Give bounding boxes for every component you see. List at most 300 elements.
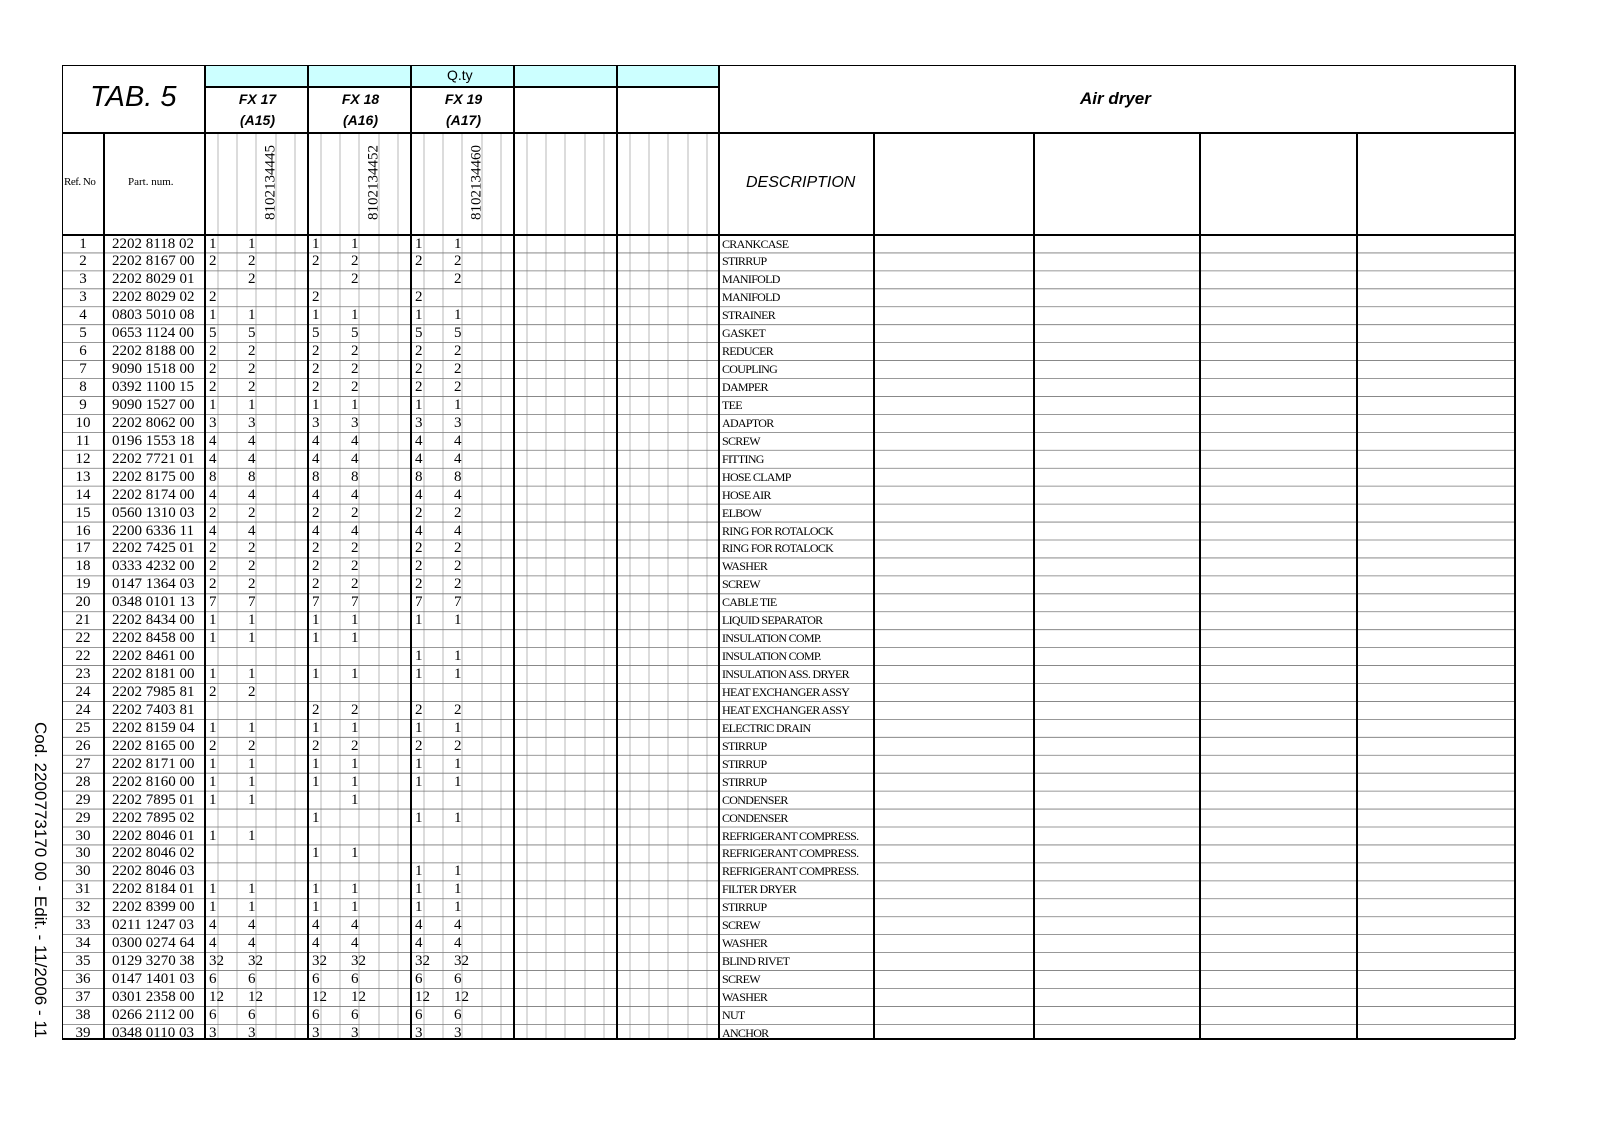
description-cell: WASHER — [722, 559, 768, 574]
ref-no-cell: 23 — [75, 666, 91, 683]
qty-cell: 32 — [415, 953, 430, 970]
qty-cell: 2 — [415, 737, 423, 754]
description-cell: INSULATION COMP. — [722, 631, 821, 646]
ref-no-cell: 36 — [75, 971, 91, 988]
qty-cell: 6 — [248, 1006, 256, 1023]
qty-cell: 4 — [351, 450, 359, 467]
qty-cell: 1 — [312, 307, 320, 324]
ref-no-cell: 12 — [75, 450, 91, 467]
qty-cell: 6 — [454, 971, 462, 988]
qty-cell: 6 — [351, 971, 359, 988]
qty-cell: 12 — [248, 988, 263, 1005]
model-fx17: FX 17 (A15) — [238, 91, 277, 128]
qty-cell: 1 — [312, 899, 320, 916]
part-number-cell: 2202 8461 00 — [112, 648, 195, 665]
qty-cell: 12 — [454, 988, 469, 1005]
qty-cell: 1 — [454, 899, 462, 916]
qty-cell: 4 — [248, 935, 256, 952]
qty-cell: 1 — [312, 773, 320, 790]
qty-cell: 1 — [209, 881, 217, 898]
ref-no-cell: 14 — [75, 486, 91, 503]
ref-no-cell: 7 — [79, 361, 87, 378]
qty-cell: 4 — [454, 486, 462, 503]
qty-cell: 1 — [351, 755, 359, 772]
qty-cell: 1 — [209, 612, 217, 629]
qty-cell: 6 — [351, 1006, 359, 1023]
qty-cell: 4 — [415, 522, 423, 539]
qty-cell: 6 — [415, 971, 423, 988]
qty-cell: 4 — [312, 935, 320, 952]
qty-cell: 2 — [312, 504, 320, 521]
qty-cell: 2 — [209, 576, 217, 593]
qty-cell: 1 — [248, 827, 256, 844]
qty-cell: 32 — [312, 953, 327, 970]
description-cell: SCREW — [722, 972, 760, 987]
qty-cell: 8 — [351, 468, 359, 485]
part-number-cell: 9090 1527 00 — [112, 396, 195, 413]
part-number-cell: 2202 8118 02 — [112, 235, 194, 252]
qty-cell: 8 — [209, 468, 217, 485]
qty-cell: 4 — [209, 935, 217, 952]
qty-cell: 2 — [351, 737, 359, 754]
description-cell: STIRRUP — [722, 900, 767, 915]
qty-cell: 2 — [248, 343, 256, 360]
part-number-cell: 2202 8171 00 — [112, 755, 195, 772]
qty-cell: 2 — [312, 289, 320, 306]
description-cell: HOSE AIR — [722, 487, 771, 502]
qty-cell: 2 — [248, 253, 256, 270]
ref-no-cell: 27 — [75, 755, 91, 772]
description-cell: RING FOR ROTALOCK — [722, 541, 834, 556]
qty-cell: 4 — [415, 486, 423, 503]
qty-cell: 2 — [209, 343, 217, 360]
qty-cell: 2 — [248, 576, 256, 593]
qty-cell: 1 — [415, 307, 423, 324]
description-cell: REDUCER — [722, 344, 774, 359]
description-cell: STIRRUP — [722, 756, 767, 771]
qty-cell: 1 — [454, 881, 462, 898]
qty-cell: 2 — [351, 558, 359, 575]
qty-cell: 6 — [312, 971, 320, 988]
qty-cell: 4 — [209, 450, 217, 467]
qty-cell: 1 — [454, 666, 462, 683]
description-cell: STIRRUP — [722, 254, 767, 269]
qty-cell: 1 — [454, 235, 462, 252]
qty-cell: 1 — [454, 809, 462, 826]
part-number-cell: 2202 8174 00 — [112, 486, 195, 503]
description-cell: BLIND RIVET — [722, 954, 790, 969]
qty-cell: 12 — [351, 988, 366, 1005]
qty-cell: 4 — [312, 450, 320, 467]
qty-cell: 3 — [209, 1024, 217, 1041]
qty-cell: 1 — [351, 396, 359, 413]
qty-cell: 4 — [312, 917, 320, 934]
description-cell: REFRIGERANT COMPRESS. — [722, 828, 859, 843]
qty-cell: 3 — [415, 414, 423, 431]
qty-cell: 3 — [312, 1024, 320, 1041]
qty-cell: 4 — [454, 917, 462, 934]
description-cell: WASHER — [722, 936, 768, 951]
ref-no-cell: 4 — [79, 307, 87, 324]
qty-cell: 2 — [248, 737, 256, 754]
ref-no-cell: 9 — [79, 396, 87, 413]
qty-cell: 2 — [415, 504, 423, 521]
ref-no-cell: 39 — [75, 1024, 91, 1041]
qty-cell: 7 — [312, 594, 320, 611]
part-number-cell: 2202 8046 01 — [112, 827, 195, 844]
parts-table — [62, 65, 1555, 1065]
qty-cell: 1 — [351, 666, 359, 683]
ref-no-cell: 21 — [75, 612, 91, 629]
qty-cell: 2 — [209, 540, 217, 557]
qty-cell: 1 — [415, 666, 423, 683]
part-number-cell: 0301 2358 00 — [112, 988, 195, 1005]
qty-cell: 6 — [209, 971, 217, 988]
qty-cell: 2 — [454, 271, 462, 288]
qty-cell: 1 — [248, 719, 256, 736]
qty-cell: 4 — [312, 432, 320, 449]
qty-cell: 8 — [415, 468, 423, 485]
ref-no-cell: 28 — [75, 773, 91, 790]
col-ref-header: Ref. No — [64, 176, 96, 188]
ref-no-cell: 30 — [75, 827, 91, 844]
qty-cell: 1 — [209, 307, 217, 324]
part-number-cell: 2202 7985 81 — [112, 684, 195, 700]
qty-cell: 1 — [351, 881, 359, 898]
description-cell: HOSE CLAMP — [722, 469, 791, 484]
part-number-cell: 2202 8184 01 — [112, 881, 195, 898]
qty-cell: 1 — [415, 396, 423, 413]
qty-cell: 4 — [351, 917, 359, 934]
qty-cell: 2 — [209, 684, 217, 700]
ref-no-cell: 13 — [75, 468, 91, 485]
qty-cell: 2 — [454, 379, 462, 396]
part-number-cell: 0300 0274 64 — [112, 935, 195, 952]
ref-no-cell: 3 — [79, 271, 87, 288]
part-number-cell: 2202 8046 02 — [112, 845, 195, 862]
qty-cell: 1 — [248, 396, 256, 413]
part-number-cell: 0653 1124 00 — [112, 325, 194, 342]
ref-no-cell: 30 — [75, 845, 91, 862]
qty-cell: 1 — [351, 235, 359, 252]
qty-cell: 4 — [415, 917, 423, 934]
ref-no-cell: 33 — [75, 917, 91, 934]
qty-cell: 2 — [312, 540, 320, 557]
qty-cell: 2 — [351, 540, 359, 557]
qty-cell: 1 — [248, 899, 256, 916]
qty-cell: 2 — [454, 361, 462, 378]
qty-cell: 1 — [415, 863, 423, 880]
qty-cell: 12 — [415, 988, 430, 1005]
qty-cell: 4 — [248, 486, 256, 503]
part-number-cell: 2202 8029 01 — [112, 271, 195, 288]
description-cell: STRAINER — [722, 308, 776, 323]
qty-cell: 1 — [209, 755, 217, 772]
part-number-cell: 2202 8188 00 — [112, 343, 195, 360]
part-number-cell: 0392 1100 15 — [112, 379, 194, 396]
qty-cell: 2 — [248, 379, 256, 396]
qty-cell: 4 — [454, 450, 462, 467]
table-grid — [62, 65, 1555, 1065]
qty-cell: 1 — [248, 307, 256, 324]
part-number-cell: 2202 8175 00 — [112, 468, 195, 485]
qty-cell: 1 — [454, 648, 462, 665]
qty-cell: 1 — [415, 773, 423, 790]
qty-cell: 1 — [415, 648, 423, 665]
ref-no-cell: 22 — [75, 630, 91, 647]
qty-cell: 2 — [351, 361, 359, 378]
qty-cell: 3 — [248, 414, 256, 431]
qty-cell: 2 — [454, 343, 462, 360]
part-number-cell: 2202 7721 01 — [112, 450, 195, 467]
qty-cell: 4 — [209, 917, 217, 934]
qty-cell: 1 — [415, 809, 423, 826]
qty-cell: 2 — [248, 540, 256, 557]
description-cell: ANCHOR — [722, 1025, 769, 1040]
qty-cell: 4 — [351, 522, 359, 539]
qty-cell: 2 — [351, 576, 359, 593]
ref-no-cell: 5 — [79, 325, 87, 342]
qty-cell: 2 — [351, 343, 359, 360]
part-number-cell: 0348 0110 03 — [112, 1024, 194, 1041]
table-title: TAB. 5 — [90, 81, 177, 113]
qty-cell: 2 — [248, 361, 256, 378]
ref-no-cell: 29 — [75, 791, 91, 808]
qty-cell: 3 — [351, 1024, 359, 1041]
qty-cell: 4 — [415, 935, 423, 952]
description-cell: HEAT EXCHANGER ASSY — [722, 685, 850, 699]
qty-label: Q.ty — [447, 67, 473, 83]
qty-cell: 3 — [209, 414, 217, 431]
section-title: Air dryer — [1080, 89, 1151, 108]
qty-cell: 12 — [312, 988, 327, 1005]
description-cell: CRANKCASE — [722, 236, 789, 251]
qty-cell: 1 — [209, 666, 217, 683]
qty-cell: 12 — [209, 988, 224, 1005]
qty-cell: 1 — [454, 773, 462, 790]
qty-cell: 4 — [312, 522, 320, 539]
qty-cell: 1 — [312, 612, 320, 629]
part-number-cell: 2202 8434 00 — [112, 612, 195, 629]
qty-cell: 3 — [454, 414, 462, 431]
qty-cell: 4 — [454, 935, 462, 952]
col-description-header: DESCRIPTION — [746, 174, 856, 191]
qty-cell: 2 — [312, 343, 320, 360]
qty-cell: 2 — [312, 361, 320, 378]
part-number-cell: 2202 7895 01 — [112, 791, 195, 808]
qty-cell: 2 — [209, 558, 217, 575]
description-cell: MANIFOLD — [722, 290, 780, 305]
ref-no-cell: 29 — [75, 809, 91, 826]
part-number-cell: 0129 3270 38 — [112, 953, 195, 970]
part-number-cell: 2202 8167 00 — [112, 253, 195, 270]
ref-no-cell: 15 — [75, 504, 91, 521]
qty-cell: 6 — [248, 971, 256, 988]
qty-cell: 1 — [248, 881, 256, 898]
qty-cell: 2 — [312, 701, 320, 718]
ref-no-cell: 34 — [75, 935, 91, 952]
qty-cell: 2 — [415, 576, 423, 593]
qty-cell: 2 — [454, 540, 462, 557]
qty-cell: 1 — [209, 827, 217, 844]
part-number-cell: 2202 8159 04 — [112, 719, 195, 736]
ref-no-cell: 24 — [75, 701, 91, 718]
qty-cell: 8 — [454, 468, 462, 485]
qty-cell: 7 — [415, 594, 423, 611]
part-number-cell: 9090 1518 00 — [112, 361, 195, 378]
ref-no-cell: 20 — [75, 594, 91, 611]
qty-cell: 4 — [351, 432, 359, 449]
part-number-cell: 0196 1553 18 — [112, 432, 195, 449]
qty-cell: 6 — [312, 1006, 320, 1023]
qty-cell: 1 — [454, 863, 462, 880]
qty-cell: 32 — [454, 953, 469, 970]
ref-no-cell: 2 — [79, 253, 87, 270]
qty-cell: 1 — [415, 755, 423, 772]
description-cell: COUPLING — [722, 362, 778, 377]
ref-no-cell: 19 — [75, 576, 91, 593]
qty-cell: 1 — [312, 666, 320, 683]
qty-cell: 2 — [351, 379, 359, 396]
qty-cell: 2 — [454, 253, 462, 270]
qty-cell: 1 — [248, 666, 256, 683]
qty-cell: 1 — [351, 845, 359, 862]
qty-cell: 7 — [248, 594, 256, 611]
ref-no-cell: 8 — [79, 379, 87, 396]
qty-cell: 32 — [248, 953, 263, 970]
qty-cell: 2 — [209, 504, 217, 521]
ref-no-cell: 22 — [75, 648, 91, 665]
qty-cell: 8 — [248, 468, 256, 485]
part-number-cell: 2202 7895 02 — [112, 809, 195, 826]
qty-cell: 1 — [454, 307, 462, 324]
ref-no-cell: 18 — [75, 558, 91, 575]
ref-no-cell: 31 — [75, 881, 91, 898]
description-cell: ELECTRIC DRAIN — [722, 720, 811, 735]
qty-cell: 6 — [454, 1006, 462, 1023]
qty-cell: 5 — [209, 325, 217, 342]
qty-cell: 2 — [312, 379, 320, 396]
qty-cell: 5 — [312, 325, 320, 342]
qty-cell: 3 — [312, 414, 320, 431]
qty-cell: 1 — [415, 235, 423, 252]
qty-cell: 2 — [209, 379, 217, 396]
qty-cell: 3 — [415, 1024, 423, 1041]
qty-cell: 2 — [351, 253, 359, 270]
part-number-cell: 2202 8458 00 — [112, 630, 195, 647]
part-number-cell: 0147 1401 03 — [112, 971, 195, 988]
qty-cell: 2 — [312, 558, 320, 575]
part-number-cell: 0147 1364 03 — [112, 576, 195, 593]
qty-cell: 1 — [351, 899, 359, 916]
qty-cell: 1 — [248, 612, 256, 629]
part-number-cell: 0348 0101 13 — [112, 594, 195, 611]
description-cell: CABLE TIE — [722, 595, 777, 610]
qty-cell: 32 — [351, 953, 366, 970]
qty-cell: 6 — [415, 1006, 423, 1023]
part-number-cell: 2202 7403 81 — [112, 701, 195, 718]
qty-cell: 1 — [351, 719, 359, 736]
qty-cell: 1 — [248, 630, 256, 647]
description-cell: INSULATION COMP. — [722, 649, 821, 664]
qty-cell: 1 — [209, 396, 217, 413]
part-number-cell: 0803 5010 08 — [112, 307, 195, 324]
qty-cell: 1 — [454, 755, 462, 772]
qty-cell: 1 — [248, 791, 256, 808]
qty-cell: 2 — [248, 684, 256, 700]
part-number-cell: 2202 8029 02 — [112, 289, 195, 306]
qty-cell: 1 — [351, 630, 359, 647]
qty-cell: 1 — [209, 630, 217, 647]
description-cell: ELBOW — [722, 505, 762, 520]
qty-cell: 1 — [248, 773, 256, 790]
description-cell: FITTING — [722, 451, 764, 466]
description-cell: GASKET — [722, 326, 766, 341]
ref-no-cell: 25 — [75, 719, 91, 736]
description-cell: WASHER — [722, 989, 768, 1004]
qty-cell: 2 — [248, 271, 256, 288]
qty-cell: 1 — [312, 881, 320, 898]
model-fx18: FX 18 (A16) — [341, 91, 380, 128]
qty-cell: 1 — [209, 719, 217, 736]
description-cell: ADAPTOR — [722, 415, 774, 430]
part-number-cell: 2202 8046 03 — [112, 863, 195, 880]
part-number-cell: 0333 4232 00 — [112, 558, 195, 575]
model-part-fx17: 8102134445 — [262, 145, 279, 220]
ref-no-cell: 37 — [75, 988, 91, 1005]
qty-cell: 5 — [454, 325, 462, 342]
qty-cell: 5 — [351, 325, 359, 342]
qty-cell: 7 — [454, 594, 462, 611]
qty-cell: 4 — [312, 486, 320, 503]
qty-cell: 1 — [312, 396, 320, 413]
qty-cell: 8 — [312, 468, 320, 485]
qty-cell: 4 — [351, 486, 359, 503]
qty-cell: 1 — [312, 630, 320, 647]
qty-cell: 1 — [415, 899, 423, 916]
description-cell: REFRIGERANT COMPRESS. — [722, 846, 859, 861]
description-cell: FILTER DRYER — [722, 882, 797, 897]
qty-cell: 1 — [248, 235, 256, 252]
qty-cell: 1 — [312, 845, 320, 862]
qty-cell: 2 — [415, 361, 423, 378]
qty-cell: 4 — [209, 522, 217, 539]
qty-cell: 1 — [415, 881, 423, 898]
qty-cell: 5 — [415, 325, 423, 342]
document-code: Cod. 2200773170 00 - Edit. - 11/2006 - 11 — [31, 722, 50, 1038]
qty-cell: 2 — [312, 737, 320, 754]
qty-cell: 1 — [209, 773, 217, 790]
ref-no-cell: 35 — [75, 953, 91, 970]
col-part-header: Part. num. — [128, 176, 174, 188]
qty-cell: 1 — [209, 791, 217, 808]
qty-cell: 2 — [454, 701, 462, 718]
ref-no-cell: 32 — [75, 899, 91, 916]
description-cell: INSULATION ASS. DRYER — [722, 667, 849, 682]
description-cell: HEAT EXCHANGER ASSY — [722, 702, 850, 717]
description-cell: MANIFOLD — [722, 272, 780, 287]
qty-cell: 2 — [415, 379, 423, 396]
qty-cell: 2 — [454, 558, 462, 575]
description-cell: CONDENSER — [722, 810, 788, 825]
qty-cell: 4 — [454, 432, 462, 449]
qty-cell: 4 — [415, 432, 423, 449]
qty-cell: 2 — [248, 504, 256, 521]
qty-cell: 1 — [351, 773, 359, 790]
qty-cell: 6 — [209, 1006, 217, 1023]
ref-no-cell: 10 — [75, 414, 91, 431]
part-number-cell: 2202 8062 00 — [112, 414, 195, 431]
